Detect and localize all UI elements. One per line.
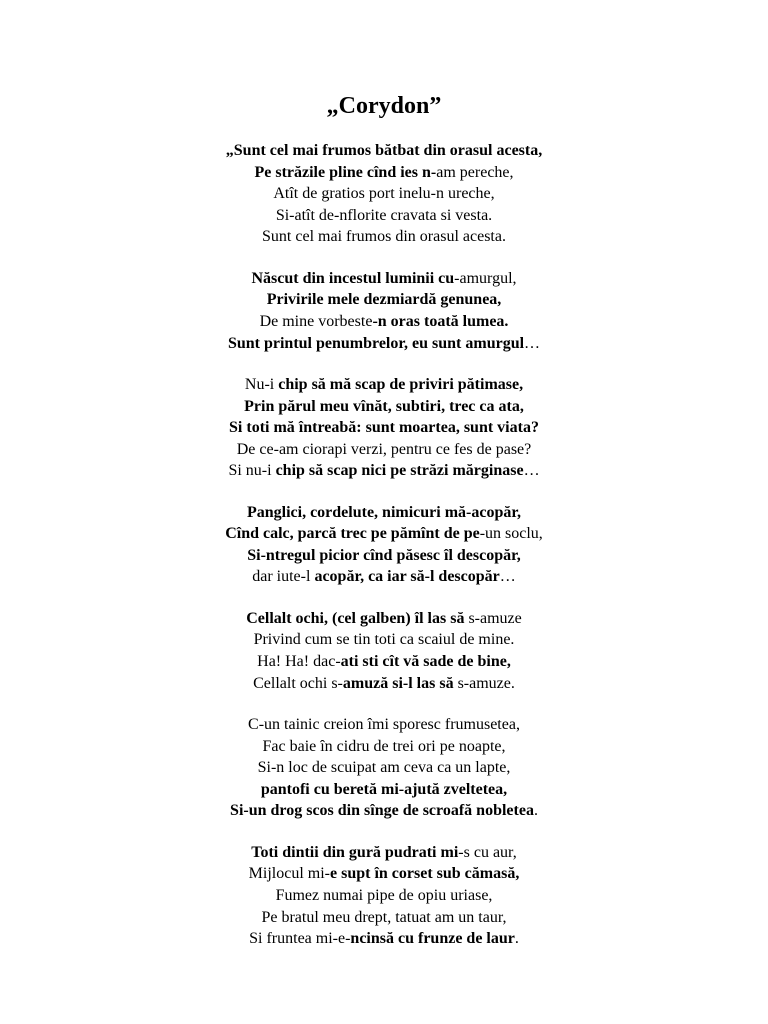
line-segment: ati sti cît vă sade de bine, (340, 653, 511, 671)
line-segment: Ha! Ha! dac- (257, 653, 341, 671)
line-segment: Si-un drog scos din sînge de scroafă nobletea (230, 802, 534, 820)
line-segment: De mine vorbeste (259, 312, 373, 330)
line-segment: Mijlocul mi- (248, 865, 330, 883)
poem-line (0, 417, 768, 439)
poem-body (0, 140, 768, 950)
poem-line (0, 714, 768, 736)
poem-line (0, 396, 768, 418)
poem-line (0, 439, 768, 461)
poem-line (0, 779, 768, 801)
line-segment: Fumez numai pipe de opiu uriase, (275, 887, 493, 904)
stanza (0, 608, 768, 694)
line-segment: … (523, 462, 540, 480)
poem-line (0, 907, 768, 929)
poem-line (0, 629, 768, 651)
line-segment: C-un tainic creion îmi sporesc frumusetea, (248, 716, 520, 734)
line-segment: Nu-i (244, 375, 279, 393)
line-segment: Sunt printul penumbrelor, eu sunt amurgul (227, 334, 525, 352)
poem-line (0, 545, 768, 567)
line-segment: Pe străzile pline cînd ies n- (254, 163, 437, 181)
line-segment: -amurgul, (454, 269, 517, 287)
poem-line (0, 460, 768, 482)
stanza (0, 374, 768, 482)
line-segment: „Sunt cel mai frumos bătbat din orasul acesta, (225, 142, 543, 159)
line-segment: . (533, 802, 538, 820)
poem-line (0, 183, 768, 205)
line-segment: -un soclu, (479, 525, 543, 543)
line-segment: ncinsă cu frunze de laur (350, 930, 515, 948)
line-segment: pantofi cu beretă mi-ajută zveltetea, (260, 780, 508, 798)
line-segment: Cellalt ochi s- (253, 674, 343, 692)
poem-line (0, 311, 768, 333)
poem-line (0, 608, 768, 630)
poem-line (0, 566, 768, 588)
line-segment: Cellalt ochi, (cel galben) îl las să (246, 609, 469, 627)
poem-line (0, 374, 768, 396)
line-segment: Cînd calc, parcă trec pe pămînt de pe (225, 525, 480, 543)
line-segment: dar iute-l (252, 568, 315, 586)
line-segment: Fac baie în cidru de trei ori pe noapte, (262, 737, 506, 755)
line-segment: Privirile mele dezmiardă genunea, (266, 291, 502, 309)
line-segment: Privind cum se tin toti ca scaiul de mine. (253, 631, 515, 649)
poem-line (0, 226, 768, 248)
line-segment: Si-atît de-nflorite cravata si vesta. (275, 206, 493, 224)
poem-line (0, 885, 768, 907)
line-segment: chip să scap nici pe străzi mărginase (275, 462, 524, 480)
line-segment: am pereche, (436, 163, 514, 181)
stanza (0, 714, 768, 822)
poem-line (0, 673, 768, 695)
line-segment: Si-ntregul picior cînd păsesc îl descopăr, (247, 546, 521, 564)
line-segment: Atît de gratios port inelu-n ureche, (273, 185, 495, 203)
poem-line (0, 523, 768, 545)
line-segment: Si fruntea mi-e- (249, 930, 351, 948)
stanza (0, 842, 768, 950)
poem-line (0, 162, 768, 184)
line-segment: s-amuze (468, 609, 522, 627)
line-segment: amuză si-l las să (342, 674, 458, 692)
poem-title: „Corydon” (326, 93, 442, 119)
line-segment: Si toti mă întreabă: sunt moartea, sunt viata? (229, 419, 539, 437)
line-segment: Si-n loc de scuipat am ceva ca un lapte, (257, 759, 511, 777)
poem-line (0, 757, 768, 779)
poem-line (0, 502, 768, 524)
line-segment: Pe bratul meu drept, tatuat am un taur, (261, 908, 507, 926)
line-segment: e supt în corset sub cămasă, (329, 865, 520, 883)
line-segment: … (524, 334, 541, 352)
line-segment: acopăr, ca iar să-l descopăr (314, 568, 500, 586)
stanza (0, 502, 768, 588)
line-segment: Si nu-i (228, 462, 276, 480)
stanza (0, 268, 768, 354)
line-segment: … (499, 568, 516, 586)
line-segment: -n oras toată lumea. (372, 312, 509, 330)
line-segment: Sunt cel mai frumos din orasul acesta. (262, 228, 506, 246)
poem-line (0, 863, 768, 885)
poem-line (0, 928, 768, 950)
line-segment: chip să mă scap de priviri pătimase, (278, 375, 524, 393)
stanza (0, 140, 768, 248)
line-segment: Născut din incestul luminii cu (251, 269, 455, 287)
poem-line (0, 736, 768, 758)
poem-line (0, 140, 768, 162)
poem-line (0, 651, 768, 673)
poem-line (0, 205, 768, 227)
poem-line (0, 289, 768, 311)
line-segment: De ce-am ciorapi verzi, pentru ce fes de pase? (236, 440, 532, 458)
line-segment: Toti dintii din gură pudrati mi (251, 843, 459, 861)
line-segment: s-amuze. (457, 674, 515, 692)
poem-line (0, 800, 768, 822)
line-segment: -s cu aur, (458, 843, 517, 861)
poem-line (0, 842, 768, 864)
line-segment: Panglici, cordelute, nimicuri mă-acopăr, (246, 503, 522, 521)
line-segment: Prin părul meu vînăt, subtiri, trec ca ata, (244, 397, 524, 415)
poem-line (0, 333, 768, 355)
poem-line (0, 268, 768, 290)
line-segment: . (514, 930, 519, 948)
